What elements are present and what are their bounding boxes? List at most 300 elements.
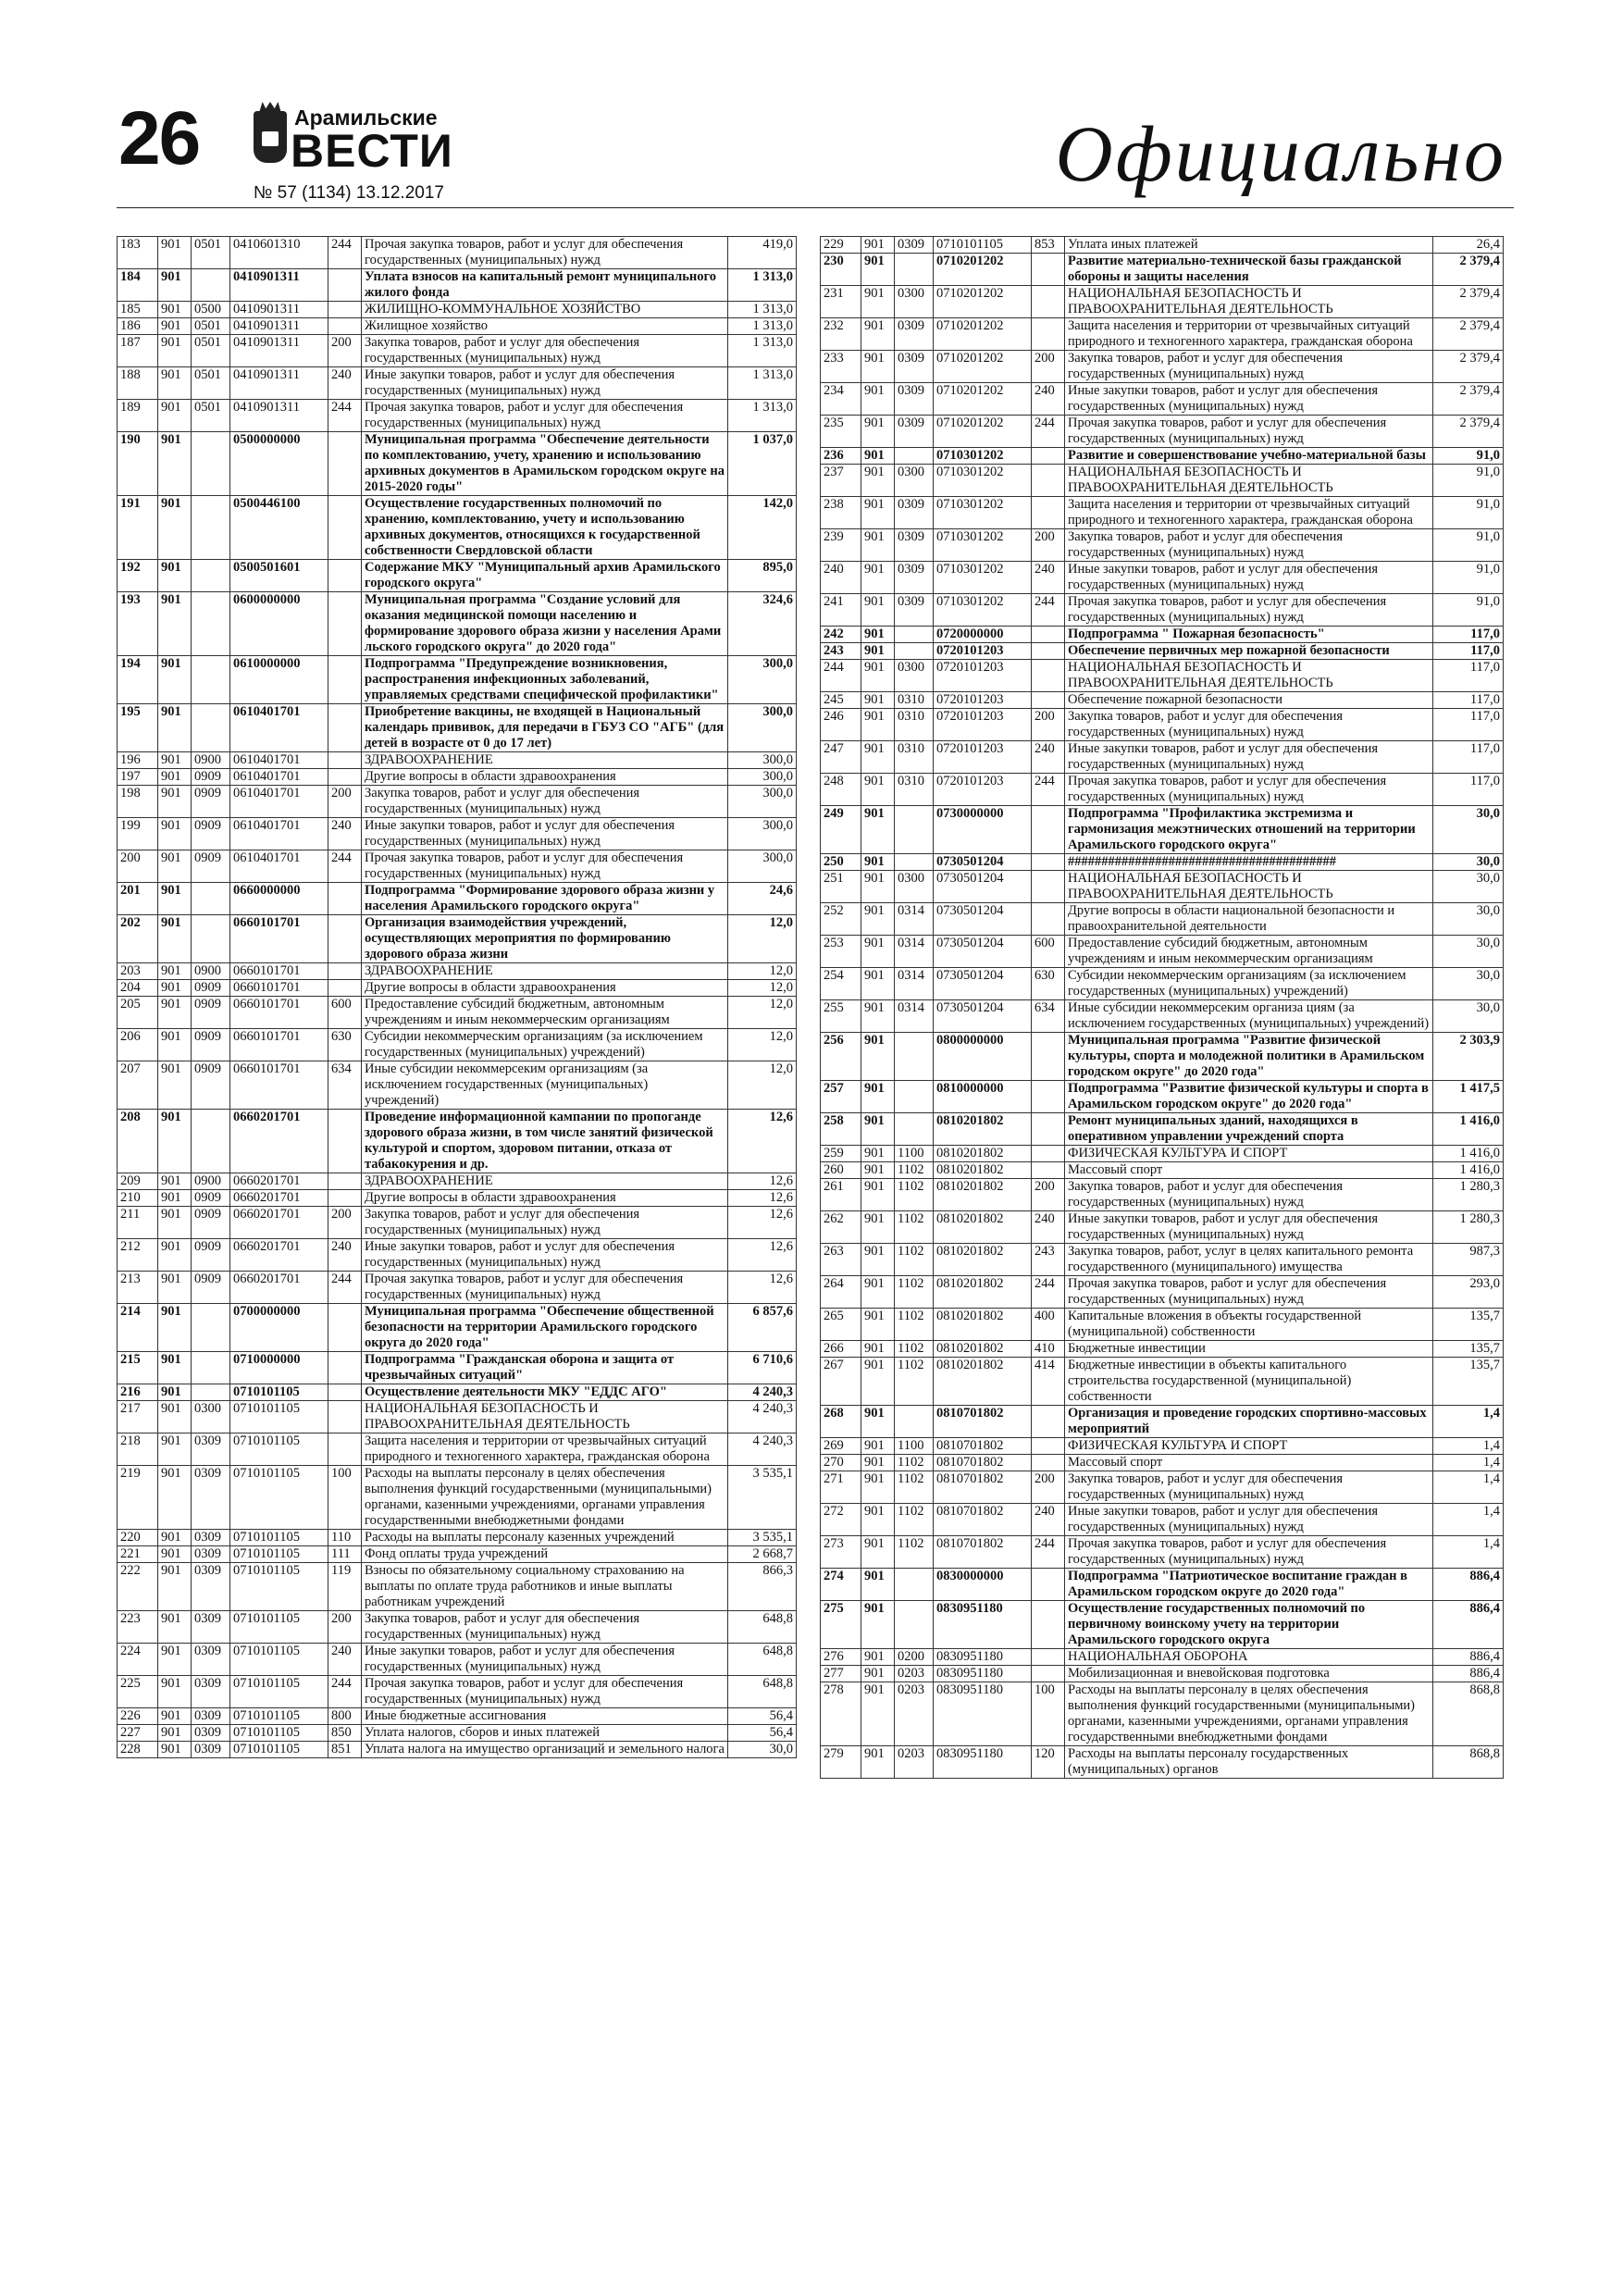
item-name: Мобилизационная и вневойсковая подготовка — [1065, 1666, 1433, 1682]
dept-code: 901 — [861, 1309, 895, 1341]
dept-code: 901 — [861, 1406, 895, 1438]
amount: 12,0 — [728, 980, 797, 997]
item-name: Иные бюджетные ассигнования — [362, 1708, 728, 1725]
section-code: 0309 — [895, 318, 934, 351]
section-code: 1102 — [895, 1244, 934, 1276]
row-number: 211 — [118, 1207, 158, 1239]
item-name: Уплата взносов на капитальный ремонт муниципального жилого фонда — [362, 269, 728, 302]
amount: 886,4 — [1433, 1666, 1504, 1682]
item-name: Подпрограмма "Формирование здорового образа жизни у населения Арамильского городского округа" — [362, 883, 728, 915]
dept-code: 901 — [861, 968, 895, 1000]
row-number: 199 — [118, 818, 158, 850]
item-name: Бюджетные инвестиции в объекты капитального строительства государственной (муниципальной) собственности — [1065, 1358, 1433, 1406]
table-row — [118, 1352, 797, 1384]
table-row — [821, 1601, 1504, 1649]
table-row — [821, 1146, 1504, 1162]
section-code — [192, 1352, 230, 1384]
row-number: 205 — [118, 997, 158, 1029]
target-code: 0730501204 — [934, 854, 1032, 871]
table-row — [821, 1406, 1504, 1438]
row-number: 209 — [118, 1173, 158, 1190]
expense-type-code — [328, 318, 362, 335]
table-row — [118, 997, 797, 1029]
row-number: 277 — [821, 1666, 861, 1682]
table-row — [821, 692, 1504, 709]
table-row — [821, 448, 1504, 465]
expense-type-code — [328, 1110, 362, 1173]
target-code: 0720101203 — [934, 643, 1032, 660]
target-code: 0710101105 — [230, 1466, 328, 1530]
row-number: 197 — [118, 769, 158, 786]
expense-type-code: 630 — [1032, 968, 1065, 1000]
section-code: 0309 — [895, 497, 934, 529]
item-name: Уплата иных платежей — [1065, 237, 1433, 254]
section-code: 0909 — [192, 1190, 230, 1207]
table-row — [118, 432, 797, 496]
header-rule — [117, 207, 1514, 208]
amount: 2 668,7 — [728, 1546, 797, 1563]
expense-type-code — [328, 963, 362, 980]
target-code: 0610401701 — [230, 850, 328, 883]
expense-type-code — [1032, 497, 1065, 529]
section-code: 0501 — [192, 335, 230, 367]
dept-code: 901 — [158, 400, 192, 432]
target-code: 0710101105 — [230, 1563, 328, 1611]
item-name: Организация взаимодействия учреждений, осуществляющих мероприятия по формированию здорового образа жизни — [362, 915, 728, 963]
row-number: 259 — [821, 1146, 861, 1162]
item-name: Расходы на выплаты персоналу в целях обеспечения выполнения функций государственными (муниципальными) органами, казенными учреждениями, органами управления государственными внебюджетными фондами — [362, 1466, 728, 1530]
dept-code: 901 — [861, 1033, 895, 1081]
table-row — [821, 1211, 1504, 1244]
section-code: 0310 — [895, 741, 934, 774]
item-name: Иные закупки товаров, работ и услуг для обеспечения государственных (муниципальных) нужд — [1065, 741, 1433, 774]
expense-type-code: 200 — [1032, 529, 1065, 562]
amount: 30,0 — [1433, 903, 1504, 936]
expense-type-code — [1032, 871, 1065, 903]
section-code — [895, 1601, 934, 1649]
section-code — [192, 915, 230, 963]
expense-type-code: 240 — [1032, 562, 1065, 594]
table-row — [821, 254, 1504, 286]
dept-code: 901 — [861, 1211, 895, 1244]
expense-type-code: 600 — [1032, 936, 1065, 968]
section-code: 0310 — [895, 774, 934, 806]
target-code: 0410901311 — [230, 400, 328, 432]
target-code: 0660201701 — [230, 1173, 328, 1190]
section-code: 0309 — [192, 1563, 230, 1611]
dept-code: 901 — [158, 1644, 192, 1676]
row-number: 230 — [821, 254, 861, 286]
dept-code: 901 — [158, 1563, 192, 1611]
target-code: 0710101105 — [230, 1384, 328, 1401]
dept-code: 901 — [861, 318, 895, 351]
logo-title: ВЕСТИ — [291, 125, 453, 177]
amount: 91,0 — [1433, 594, 1504, 627]
target-code: 0610401701 — [230, 752, 328, 769]
item-name: ФИЗИЧЕСКАЯ КУЛЬТУРА И СПОРТ — [1065, 1438, 1433, 1455]
row-number: 210 — [118, 1190, 158, 1207]
section-code: 1102 — [895, 1341, 934, 1358]
row-number: 237 — [821, 465, 861, 497]
expense-type-code: 243 — [1032, 1244, 1065, 1276]
dept-code: 901 — [861, 448, 895, 465]
row-number: 275 — [821, 1601, 861, 1649]
row-number: 251 — [821, 871, 861, 903]
section-code — [895, 806, 934, 854]
item-name: Обеспечение пожарной безопасности — [1065, 692, 1433, 709]
target-code: 0710101105 — [230, 1676, 328, 1708]
dept-code: 901 — [158, 1173, 192, 1190]
table-row — [118, 704, 797, 752]
amount: 12,0 — [728, 1061, 797, 1110]
expense-type-code: 414 — [1032, 1358, 1065, 1406]
dept-code: 901 — [158, 997, 192, 1029]
table-row — [118, 1173, 797, 1190]
expense-type-code: 200 — [1032, 709, 1065, 741]
table-row — [821, 871, 1504, 903]
item-name: Прочая закупка товаров, работ и услуг для обеспечения государственных (муниципальных) нужд — [1065, 774, 1433, 806]
dept-code: 901 — [158, 1676, 192, 1708]
amount: 12,0 — [728, 1029, 797, 1061]
dept-code: 901 — [158, 592, 192, 656]
dept-code: 901 — [861, 1536, 895, 1569]
amount: 135,7 — [1433, 1309, 1504, 1341]
expense-type-code — [1032, 1081, 1065, 1113]
target-code: 0610401701 — [230, 786, 328, 818]
item-name: Взносы по обязательному социальному страхованию на выплаты по оплате труда работников и иные выплаты работникам учреждений — [362, 1563, 728, 1611]
table-row — [118, 560, 797, 592]
amount: 1 416,0 — [1433, 1162, 1504, 1179]
row-number: 224 — [118, 1644, 158, 1676]
section-code: 0309 — [895, 529, 934, 562]
section-code: 0300 — [192, 1401, 230, 1433]
item-name: Бюджетные инвестиции — [1065, 1341, 1433, 1358]
expense-type-code — [328, 496, 362, 560]
target-code: 0730501204 — [934, 968, 1032, 1000]
row-number: 250 — [821, 854, 861, 871]
item-name: Закупка товаров, работ и услуг для обеспечения государственных (муниципальных) нужд — [362, 786, 728, 818]
row-number: 206 — [118, 1029, 158, 1061]
dept-code: 901 — [861, 1244, 895, 1276]
row-number: 228 — [118, 1742, 158, 1758]
row-number: 276 — [821, 1649, 861, 1666]
item-name: Обеспечение первичных мер пожарной безопасности — [1065, 643, 1433, 660]
table-row — [821, 1666, 1504, 1682]
target-code: 0810701802 — [934, 1406, 1032, 1438]
amount: 1 417,5 — [1433, 1081, 1504, 1113]
row-number: 264 — [821, 1276, 861, 1309]
row-number: 225 — [118, 1676, 158, 1708]
amount: 293,0 — [1433, 1276, 1504, 1309]
section-code: 1100 — [895, 1146, 934, 1162]
amount: 1,4 — [1433, 1406, 1504, 1438]
row-number: 247 — [821, 741, 861, 774]
item-name: Иные закупки товаров, работ и услуг для обеспечения государственных (муниципальных) нужд — [1065, 383, 1433, 416]
dept-code: 901 — [861, 1649, 895, 1666]
row-number: 257 — [821, 1081, 861, 1113]
table-row — [118, 1304, 797, 1352]
section-code: 0300 — [895, 465, 934, 497]
item-name: ЗДРАВООХРАНЕНИЕ — [362, 963, 728, 980]
expense-type-code — [1032, 692, 1065, 709]
expense-type-code: 200 — [328, 786, 362, 818]
amount: 1 037,0 — [728, 432, 797, 496]
table-row — [118, 883, 797, 915]
amount: 1,4 — [1433, 1455, 1504, 1471]
expense-type-code: 111 — [328, 1546, 362, 1563]
dept-code: 901 — [861, 286, 895, 318]
target-code: 0710301202 — [934, 448, 1032, 465]
section-code: 1102 — [895, 1276, 934, 1309]
target-code: 0410901311 — [230, 269, 328, 302]
target-code: 0500446100 — [230, 496, 328, 560]
table-row — [118, 318, 797, 335]
section-code: 0501 — [192, 318, 230, 335]
section-code: 1102 — [895, 1162, 934, 1179]
target-code: 0410601310 — [230, 237, 328, 269]
expense-type-code — [328, 1384, 362, 1401]
table-row — [821, 1113, 1504, 1146]
amount: 91,0 — [1433, 465, 1504, 497]
expense-type-code: 100 — [328, 1466, 362, 1530]
amount: 300,0 — [728, 704, 797, 752]
table-row — [821, 497, 1504, 529]
item-name: НАЦИОНАЛЬНАЯ БЕЗОПАСНОСТЬ И ПРАВООХРАНИТЕЛЬНАЯ ДЕЯТЕЛЬНОСТЬ — [1065, 286, 1433, 318]
table-row — [118, 367, 797, 400]
amount: 1,4 — [1433, 1536, 1504, 1569]
table-row — [821, 1162, 1504, 1179]
dept-code: 901 — [861, 254, 895, 286]
row-number: 267 — [821, 1358, 861, 1406]
section-code: 0309 — [895, 383, 934, 416]
target-code: 0720101203 — [934, 692, 1032, 709]
expense-type-code: 244 — [328, 850, 362, 883]
dept-code: 901 — [861, 1471, 895, 1504]
amount: 26,4 — [1433, 237, 1504, 254]
amount: 135,7 — [1433, 1341, 1504, 1358]
item-name: Осуществление государственных полномочий по хранению, комплектованию, учету и использованию архивных документов, относящихся к государственной собственности Свердловской области — [362, 496, 728, 560]
dept-code: 901 — [158, 1611, 192, 1644]
table-row — [821, 1536, 1504, 1569]
expense-type-code — [1032, 1033, 1065, 1081]
budget-table-right — [820, 236, 1504, 1779]
target-code: 0710101105 — [934, 237, 1032, 254]
item-name: Защита населения и территории от чрезвычайных ситуаций природного и техногенного характера, гражданская оборона — [1065, 497, 1433, 529]
table-row — [821, 1244, 1504, 1276]
table-row — [118, 1384, 797, 1401]
row-number: 186 — [118, 318, 158, 335]
target-code: 0710301202 — [934, 497, 1032, 529]
table-row — [118, 1563, 797, 1611]
amount: 2 379,4 — [1433, 254, 1504, 286]
expense-type-code — [1032, 286, 1065, 318]
table-row — [118, 1207, 797, 1239]
section-code: 1102 — [895, 1504, 934, 1536]
table-row — [118, 1061, 797, 1110]
amount: 91,0 — [1433, 562, 1504, 594]
amount: 2 379,4 — [1433, 351, 1504, 383]
section-code: 0909 — [192, 769, 230, 786]
amount: 12,6 — [728, 1110, 797, 1173]
table-row — [118, 1644, 797, 1676]
table-row — [821, 286, 1504, 318]
row-number: 187 — [118, 335, 158, 367]
expense-type-code: 200 — [328, 1207, 362, 1239]
town-hall-emblem-icon — [254, 111, 287, 163]
dept-code: 901 — [861, 1000, 895, 1033]
item-name: Организация и проведение городских спортивно-массовых мероприятий — [1065, 1406, 1433, 1438]
expense-type-code — [1032, 660, 1065, 692]
section-code: 0309 — [895, 594, 934, 627]
item-name: Проведение информационной кампании по пропоганде здорового образа жизни, в том числе занятий физической культурой и спортом, здоровом питании, отказа от табакокурения и др. — [362, 1110, 728, 1173]
table-row — [821, 1504, 1504, 1536]
item-name: Закупка товаров, работ и услуг для обеспечения государственных (муниципальных) нужд — [1065, 1471, 1433, 1504]
item-name: Другие вопросы в области национальной безопасности и правоохранительной деятельности — [1065, 903, 1433, 936]
expense-type-code: 400 — [1032, 1309, 1065, 1341]
expense-type-code — [1032, 854, 1065, 871]
item-name: Подпрограмма "Предупреждение возникновения, распространения инфекционных заболеваний, управляемых средствами специфической профилактики" — [362, 656, 728, 704]
expense-type-code — [1032, 1146, 1065, 1162]
section-code — [895, 1406, 934, 1438]
target-code: 0660101701 — [230, 997, 328, 1029]
table-row — [118, 1725, 797, 1742]
item-name: Иные закупки товаров, работ и услуг для обеспечения государственных (муниципальных) нужд — [1065, 562, 1433, 594]
table-row — [118, 1029, 797, 1061]
item-name: Муниципальная программа "Развитие физической культуры, спорта и молодежной политики в Арамильском городском округе" до 2020 года" — [1065, 1033, 1433, 1081]
amount: 135,7 — [1433, 1358, 1504, 1406]
section-code: 0501 — [192, 400, 230, 432]
amount: 868,8 — [1433, 1746, 1504, 1779]
item-name: Защита населения и территории от чрезвычайных ситуаций природного и техногенного характера, гражданская оборона — [1065, 318, 1433, 351]
dept-code: 901 — [861, 692, 895, 709]
item-name: Другие вопросы в области здравоохранения — [362, 769, 728, 786]
amount: 117,0 — [1433, 709, 1504, 741]
amount: 56,4 — [728, 1725, 797, 1742]
expense-type-code: 240 — [1032, 1504, 1065, 1536]
expense-type-code — [328, 769, 362, 786]
target-code: 0720101203 — [934, 774, 1032, 806]
target-code: 0610401701 — [230, 818, 328, 850]
target-code: 0610401701 — [230, 769, 328, 786]
item-name: НАЦИОНАЛЬНАЯ БЕЗОПАСНОСТЬ И ПРАВООХРАНИТЕЛЬНАЯ ДЕЯТЕЛЬНОСТЬ — [1065, 465, 1433, 497]
expense-type-code: 200 — [328, 1611, 362, 1644]
amount: 117,0 — [1433, 643, 1504, 660]
amount: 895,0 — [728, 560, 797, 592]
row-number: 233 — [821, 351, 861, 383]
dept-code: 901 — [158, 656, 192, 704]
row-number: 254 — [821, 968, 861, 1000]
budget-table-left — [117, 236, 797, 1758]
item-name: Прочая закупка товаров, работ и услуг для обеспечения государственных (муниципальных) нужд — [1065, 1536, 1433, 1569]
row-number: 244 — [821, 660, 861, 692]
expense-type-code: 110 — [328, 1530, 362, 1546]
dept-code: 901 — [158, 1272, 192, 1304]
table-row — [821, 1358, 1504, 1406]
row-number: 266 — [821, 1341, 861, 1358]
row-number: 248 — [821, 774, 861, 806]
dept-code: 901 — [158, 1546, 192, 1563]
item-name: ЖИЛИЩНО-КОММУНАЛЬНОЕ ХОЗЯЙСТВО — [362, 302, 728, 318]
table-row — [821, 1455, 1504, 1471]
row-number: 232 — [821, 318, 861, 351]
amount: 1 313,0 — [728, 335, 797, 367]
section-code — [895, 1569, 934, 1601]
amount: 1,4 — [1433, 1504, 1504, 1536]
section-code: 0309 — [192, 1676, 230, 1708]
amount: 30,0 — [1433, 1000, 1504, 1033]
item-name: Субсидии некоммерческим организациям (за исключением государственных (муниципальных) учреждений) — [1065, 968, 1433, 1000]
item-name: Массовый спорт — [1065, 1455, 1433, 1471]
expense-type-code: 600 — [328, 997, 362, 1029]
target-code: 0660201701 — [230, 1207, 328, 1239]
target-code: 0660201701 — [230, 1190, 328, 1207]
section-code: 1102 — [895, 1358, 934, 1406]
row-number: 271 — [821, 1471, 861, 1504]
amount: 2 303,9 — [1433, 1033, 1504, 1081]
section-code: 1100 — [895, 1438, 934, 1455]
target-code: 0410901311 — [230, 302, 328, 318]
amount: 4 240,3 — [728, 1401, 797, 1433]
row-number: 263 — [821, 1244, 861, 1276]
expense-type-code — [1032, 1455, 1065, 1471]
item-name: Расходы на выплаты персоналу в целях обеспечения выполнения функций государственными (муниципальными) органами, казенными учреждениями, органами управления государственными внебюджетными фондами — [1065, 1682, 1433, 1746]
amount: 1,4 — [1433, 1471, 1504, 1504]
target-code: 0710000000 — [230, 1352, 328, 1384]
dept-code: 901 — [861, 351, 895, 383]
target-code: 0710101105 — [230, 1433, 328, 1466]
amount: 300,0 — [728, 786, 797, 818]
section-code: 0900 — [192, 1173, 230, 1190]
row-number: 279 — [821, 1746, 861, 1779]
expense-type-code: 851 — [328, 1742, 362, 1758]
row-number: 239 — [821, 529, 861, 562]
dept-code: 901 — [158, 818, 192, 850]
dept-code: 901 — [861, 416, 895, 448]
dept-code: 901 — [158, 1207, 192, 1239]
item-name: Муниципальная программа "Создание условий для оказания медицинской помощи населению и формирование здорового образа жизни у населения Арами льского городского округа" до 2020 года" — [362, 592, 728, 656]
row-number: 229 — [821, 237, 861, 254]
target-code: 0710201202 — [934, 286, 1032, 318]
expense-type-code — [1032, 254, 1065, 286]
table-row — [821, 237, 1504, 254]
table-row — [118, 496, 797, 560]
expense-type-code — [328, 704, 362, 752]
item-name: ЗДРАВООХРАНЕНИЕ — [362, 1173, 728, 1190]
table-row — [118, 1530, 797, 1546]
section-code: 0909 — [192, 1272, 230, 1304]
section-code: 0909 — [192, 1207, 230, 1239]
item-name: Другие вопросы в области здравоохранения — [362, 1190, 728, 1207]
target-code: 0830951180 — [934, 1746, 1032, 1779]
item-name: Иные закупки товаров, работ и услуг для обеспечения государственных (муниципальных) нужд — [1065, 1211, 1433, 1244]
target-code: 0610401701 — [230, 704, 328, 752]
target-code: 0660000000 — [230, 883, 328, 915]
target-code: 0810201802 — [934, 1276, 1032, 1309]
section-code: 0300 — [895, 660, 934, 692]
expense-type-code — [328, 1304, 362, 1352]
section-title: Официально — [1055, 109, 1506, 198]
section-code: 0909 — [192, 1029, 230, 1061]
row-number: 272 — [821, 1504, 861, 1536]
table-row — [118, 769, 797, 786]
table-row — [821, 1276, 1504, 1309]
table-row — [118, 592, 797, 656]
expense-type-code — [1032, 465, 1065, 497]
expense-type-code — [1032, 448, 1065, 465]
item-name: Расходы на выплаты персоналу казенных учреждений — [362, 1530, 728, 1546]
section-code: 0909 — [192, 786, 230, 818]
expense-type-code: 244 — [328, 1272, 362, 1304]
